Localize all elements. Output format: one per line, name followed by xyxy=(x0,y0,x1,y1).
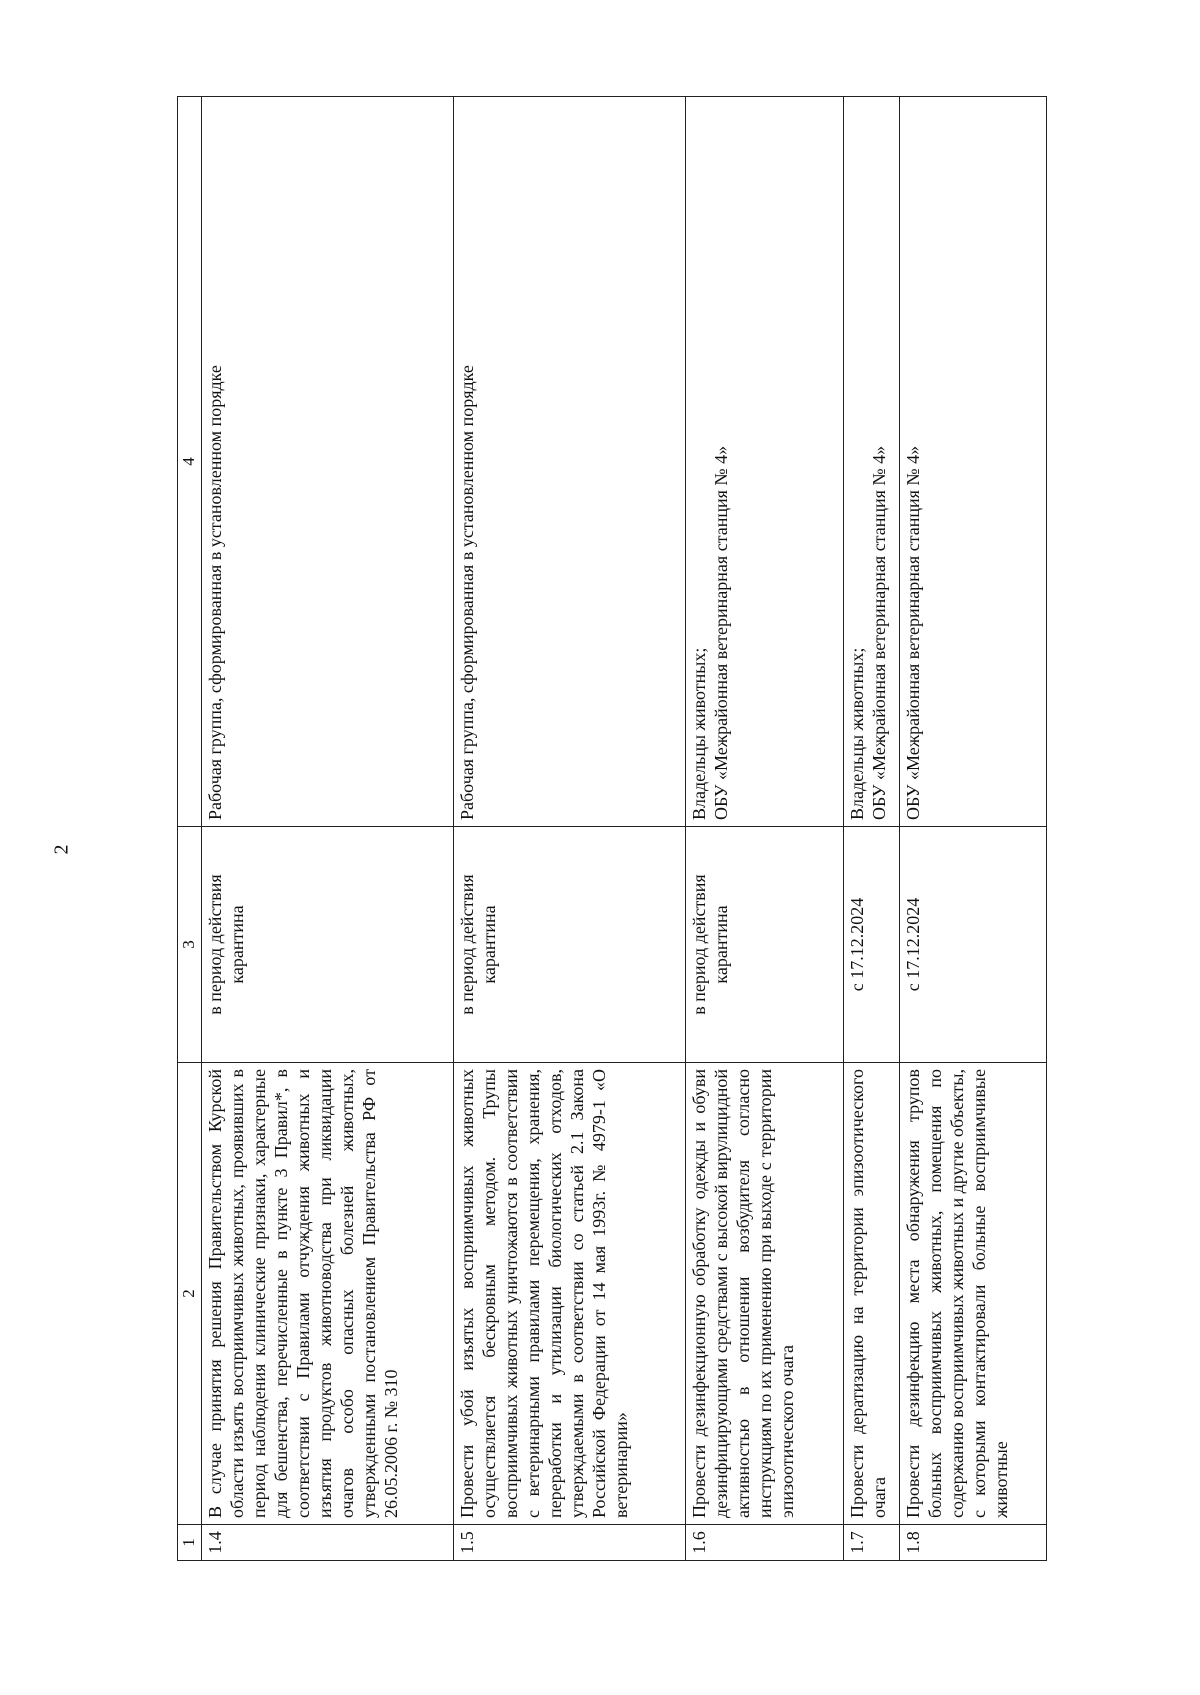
row-responsible xyxy=(202,97,454,827)
row-measure: Провести дезинфекционную обработку одежды и обуви дезинфицирующими средствами с высокой вирулицидной активностью в отношении возбудителя согласно инструкциям по их применению при выходе с территории эпизоотического очага xyxy=(686,1063,844,1525)
row-measure: В случае принятия решения Правительством Курской области изъять восприимчивых животных, проявивших в период наблюдения клинические признаки, характерные для бешенства, перечисленные в пункте 3 Правил*, в соответствии с Правилами отчуждения животных и изъятия продуктов животноводства при ликвидации очагов особо опасных болезней животных, утвержденными постановлением Правительства РФ от 26.05.2006 г. № 310 xyxy=(202,1063,454,1525)
table-row xyxy=(202,97,454,1561)
row-number: 1.7 xyxy=(844,1525,900,1561)
header-cell-2: 2 xyxy=(178,1063,202,1525)
row-responsible xyxy=(844,97,900,827)
rotated-table-container xyxy=(177,96,1047,1561)
row-number: 1.8 xyxy=(900,1525,1047,1561)
row-responsible xyxy=(686,97,844,827)
row-number: 1.4 xyxy=(202,1525,454,1561)
row-responsible xyxy=(900,97,1047,827)
row-term: с 17.12.2024 xyxy=(844,827,900,1063)
responsible-line: ОБУ «Межрайонная ветеринарная станция № 4» xyxy=(868,445,889,820)
table-row xyxy=(686,97,844,1561)
row-number: 1.5 xyxy=(454,1525,686,1561)
row-measure: Провести дезинфекцию места обнаружения трупов больных восприимчивых животных, помещения по содержанию восприимчивых животных и другие объекты, с которыми контактировали больные восприимчивые животные xyxy=(900,1063,1047,1525)
header-cell-1: 1 xyxy=(178,1525,202,1561)
header-cell-3: 3 xyxy=(178,827,202,1063)
header-cell-4: 4 xyxy=(178,97,202,827)
row-term: с 17.12.2024 xyxy=(900,827,1047,1063)
responsible-line: ОБУ «Межрайонная ветеринарная станция № 4» xyxy=(903,445,923,820)
responsible-line: Рабочая группа, сформированная в установленном порядке xyxy=(205,365,225,820)
responsible-line: ОБУ «Межрайонная ветеринарная станция № 4» xyxy=(710,445,731,820)
table-row xyxy=(844,97,900,1561)
table-row xyxy=(900,97,1047,1561)
table-header-row xyxy=(178,97,202,1561)
row-number: 1.6 xyxy=(686,1525,844,1561)
page-number: 2 xyxy=(50,844,73,855)
row-term: в период действия карантина xyxy=(202,827,454,1063)
measures-table xyxy=(177,96,1047,1561)
responsible-line: Рабочая группа, сформированная в установленном порядке xyxy=(457,365,477,820)
table-row xyxy=(454,97,686,1561)
row-term: в период действия карантина xyxy=(686,827,844,1063)
row-term: в период действия карантина xyxy=(454,827,686,1063)
responsible-line: Владельцы животных; xyxy=(847,647,867,820)
responsible-line: Владельцы животных; xyxy=(689,647,709,820)
row-measure: Провести убой изъятых восприимчивых животных осуществляется бескровным методом. Трупы восприимчивых животных уничтожаются в соответствии с ветеринарными правилами перемещения, хранения, переработки и утилизации биологических отходов, утверждаемыми в соответствии со статьей 2.1 Закона Российской Федерации от 14 мая 1993г. № 4979-1 «О ветеринарии» xyxy=(454,1063,686,1525)
row-measure: Провести дератизацию на территории эпизоотического очага xyxy=(844,1063,900,1525)
row-responsible xyxy=(454,97,686,827)
